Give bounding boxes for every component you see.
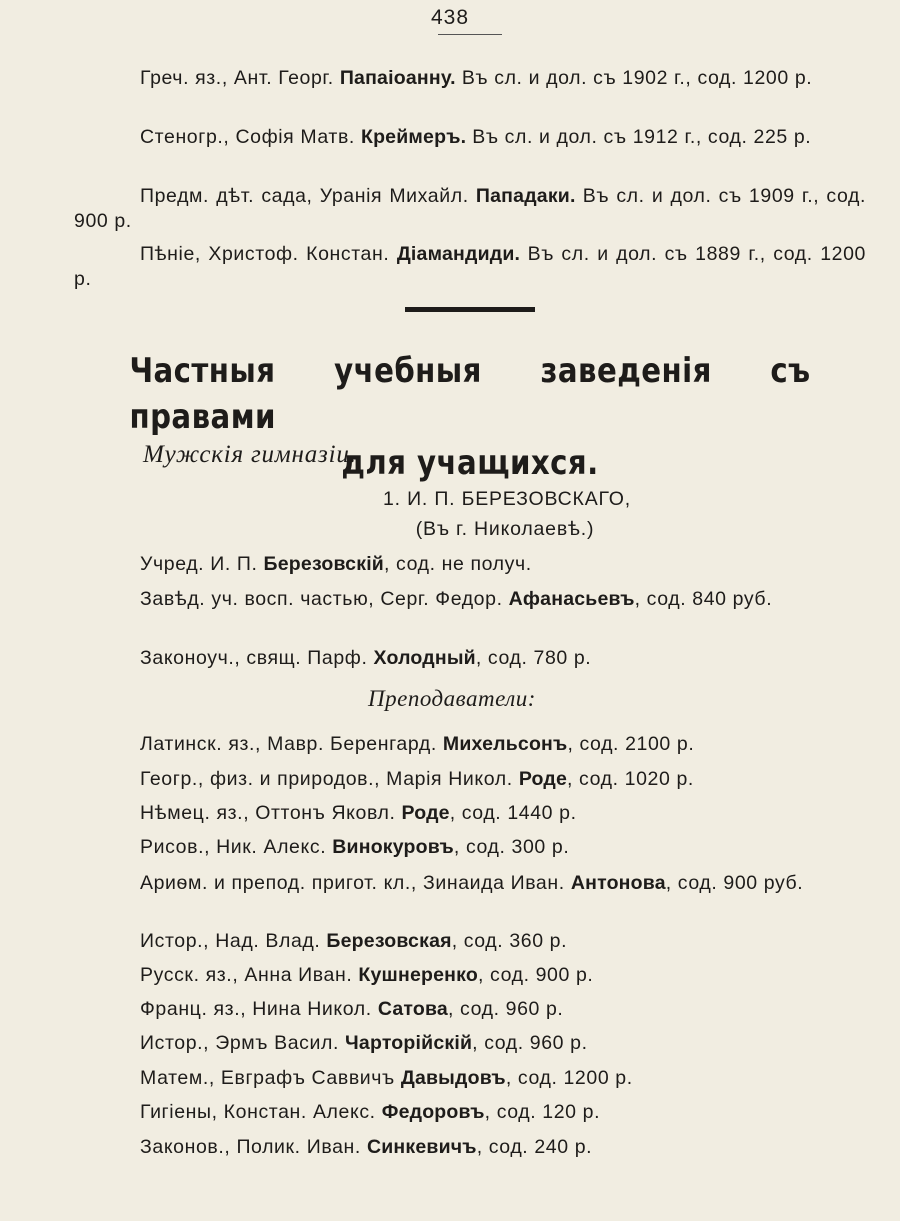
person-name: Кушнеренко — [358, 964, 478, 986]
person-name: Роде — [518, 768, 568, 790]
page-number: 438 — [430, 6, 470, 29]
person-name: Антонова — [570, 872, 666, 894]
staff-entry: Учред. И. П. Березовскій, сод. не получ. — [140, 553, 532, 575]
teacher-entry: Латинск. яз., Мавр. Беренгард. Михельсонъ, сод. 2100 р. — [140, 733, 695, 755]
top-entry: Греч. яз., Ант. Георг. Папаіоанну. Въ сл. и дол. съ 1902 г., сод. 1200 р. — [140, 67, 813, 89]
person-name: Папаіоанну. — [339, 67, 456, 89]
section-separator — [405, 307, 535, 312]
person-name: Пападаки. — [475, 185, 576, 207]
teacher-entry: Гигіены, Констан. Алекс. Федоровъ, сод. 120 р. — [140, 1101, 601, 1123]
heading-line-2: для учащихся. — [341, 443, 599, 483]
top-entry: Стеногр., Софія Матв. Креймеръ. Въ сл. и дол. съ 1912 г., сод. 225 р. — [140, 126, 812, 148]
teacher-entry: Истор., Над. Влад. Березовская, сод. 360 р. — [140, 930, 568, 952]
person-name: Михельсонъ — [442, 733, 568, 755]
person-name: Синкевичъ — [366, 1136, 477, 1158]
top-entry: Пѣніе, Христоф. Констан. Діамандиди. Въ сл. и дол. съ 1889 г., сод. 1200 р. — [74, 243, 866, 290]
person-name: Холодный — [373, 647, 476, 669]
teacher-entry: Геогр., физ. и природов., Марія Никол. Роде, сод. 1020 р. — [140, 768, 694, 790]
staff-entry: Завѣд. уч. восп. частью, Серг. Федор. Афанасьевъ, сод. 840 руб. — [140, 588, 773, 610]
person-name: Березовская — [326, 930, 452, 952]
teacher-entry: Франц. яз., Нина Никол. Сатова, сод. 960 р. — [140, 998, 564, 1020]
heading-line-1: Частныя учебныя заведенія съ правами — [129, 351, 811, 437]
teacher-entry: Нѣмец. яз., Оттонъ Яковл. Роде, сод. 1440 р. — [140, 802, 577, 824]
person-name: Креймеръ. — [360, 126, 467, 148]
person-name: Роде — [401, 802, 450, 824]
person-name: Афанасьевъ — [508, 588, 635, 610]
teachers-label: Преподаватели: — [368, 686, 536, 711]
institution-location: (Въ г. Николаевѣ.) — [415, 518, 595, 540]
person-name: Чарторійскій — [345, 1032, 473, 1054]
person-name: Сатова — [377, 998, 448, 1020]
page-number-rule — [438, 34, 502, 35]
teacher-entry: Истор., Эрмъ Васил. Чарторійскій, сод. 960 р. — [140, 1032, 588, 1054]
person-name: Діамандиди. — [396, 243, 521, 265]
person-name: Давыдовъ — [400, 1067, 506, 1089]
teacher-entry: Законов., Полик. Иван. Синкевичъ, сод. 240 р. — [140, 1136, 593, 1158]
person-name: Федоровъ — [381, 1101, 485, 1123]
teacher-entry: Русск. яз., Анна Иван. Кушнеренко, сод. 900 р. — [140, 964, 594, 986]
staff-entry: Законоуч., свящ. Парф. Холодный, сод. 780 р. — [140, 647, 592, 669]
subheading: Мужскія гимназіи. — [143, 441, 357, 468]
teacher-entry: Матем., Евграфъ Саввичъ Давыдовъ, сод. 1200 р. — [140, 1067, 633, 1089]
person-name: Березовскій — [263, 553, 384, 575]
person-name: Винокуровъ — [332, 836, 454, 858]
institution-title: 1. И. П. БЕРЕЗОВСКАГО, — [383, 488, 631, 510]
top-entry: Предм. дѣт. сада, Уранія Михайл. Пападаки. Въ сл. и дол. съ 1909 г., сод. 900 р. — [74, 185, 866, 232]
teacher-entry: Рисов., Ник. Алекс. Винокуровъ, сод. 300 р. — [140, 836, 570, 858]
teacher-entry: Ариѳм. и препод. пригот. кл., Зинаида Иван. Антонова, сод. 900 руб. — [140, 872, 804, 894]
